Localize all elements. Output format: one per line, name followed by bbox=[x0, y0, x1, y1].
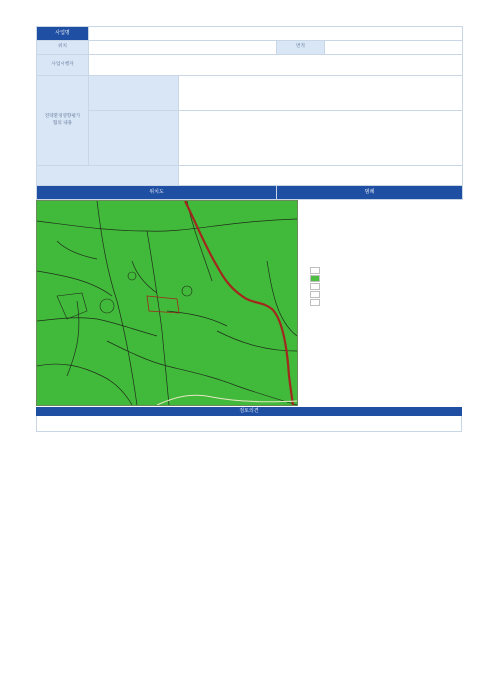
legend-swatch bbox=[310, 275, 320, 282]
footer-label bbox=[37, 166, 179, 186]
consultation-section-label: 전략환경영향평가 협의 내용 bbox=[37, 76, 89, 166]
location-value bbox=[89, 41, 277, 55]
opinion-body bbox=[36, 416, 462, 432]
opinion-header: 검토의견 bbox=[36, 407, 462, 416]
legend-swatch bbox=[310, 267, 320, 274]
legend-item bbox=[310, 290, 324, 298]
sub1-value bbox=[179, 76, 463, 111]
map-legend bbox=[310, 266, 324, 306]
legend-swatch bbox=[310, 291, 320, 298]
sub2-label bbox=[89, 111, 179, 166]
map-section bbox=[36, 200, 462, 406]
legend-swatch bbox=[310, 299, 320, 306]
sub2-value bbox=[179, 111, 463, 166]
map-drawing bbox=[37, 201, 297, 405]
map-header: 위치도 bbox=[37, 186, 277, 200]
location-map bbox=[36, 200, 298, 406]
legend-item bbox=[310, 266, 324, 274]
document-sheet bbox=[36, 26, 462, 432]
legend-item bbox=[310, 274, 324, 282]
footer-value bbox=[179, 166, 463, 186]
sub1-label bbox=[89, 76, 179, 111]
area-value bbox=[325, 41, 463, 55]
map-cell bbox=[36, 200, 298, 406]
info-table bbox=[36, 26, 463, 200]
location-label: 위치 bbox=[37, 41, 89, 55]
legend-swatch bbox=[310, 283, 320, 290]
legend-item bbox=[310, 282, 324, 290]
title-value bbox=[89, 27, 463, 41]
legend-cell bbox=[298, 200, 462, 406]
legend-item bbox=[310, 298, 324, 306]
operator-label: 사업시행자 bbox=[37, 55, 89, 76]
operator-value bbox=[89, 55, 463, 76]
title-label: 사업명 bbox=[37, 27, 89, 41]
legend-header: 범례 bbox=[277, 186, 463, 200]
area-label: 면적 bbox=[277, 41, 325, 55]
